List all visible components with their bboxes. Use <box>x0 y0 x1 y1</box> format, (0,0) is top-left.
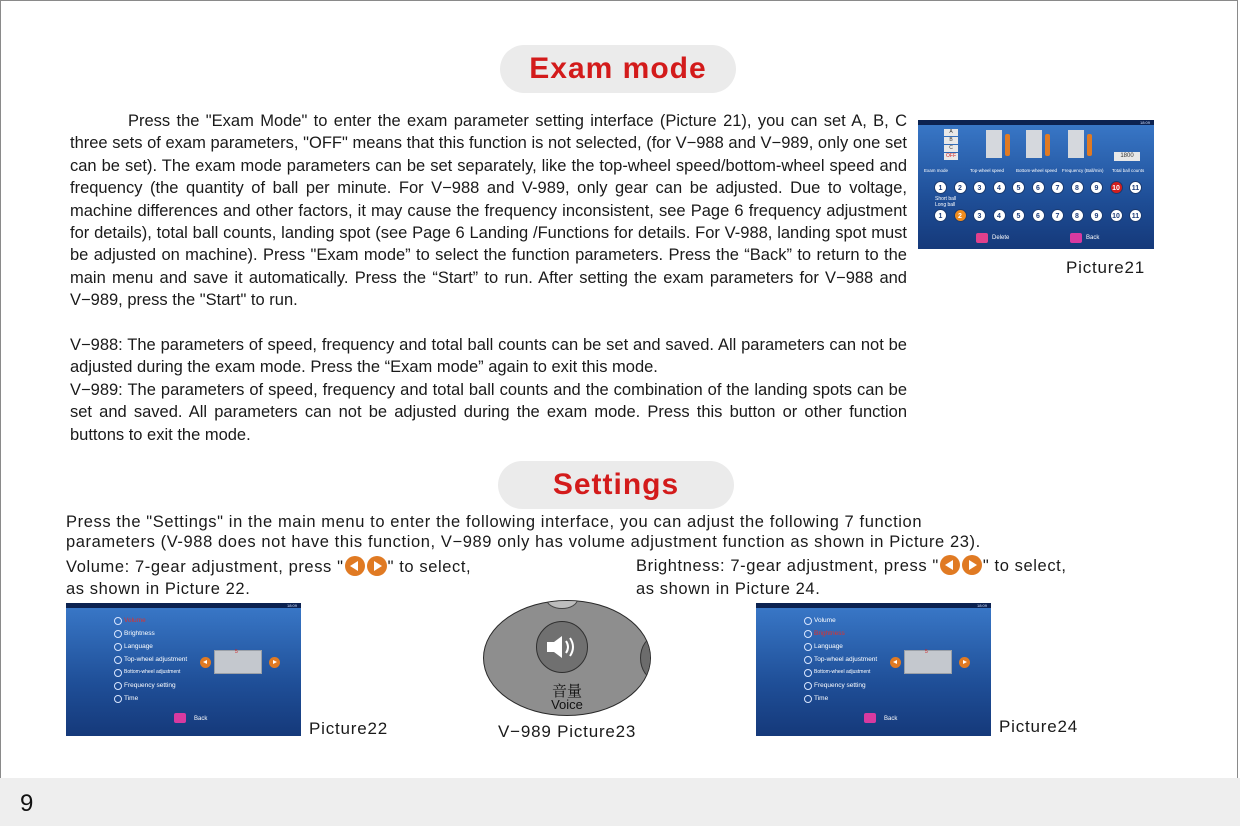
landing-spot-ball[interactable]: 10 <box>1110 209 1123 222</box>
left-arrow-icon <box>345 556 365 576</box>
adjacent-button-edge <box>640 636 651 680</box>
top-wheel-slider[interactable] <box>986 130 1002 158</box>
menu-item[interactable]: Bottom-wheel adjustment <box>814 669 871 675</box>
landing-spot-ball[interactable]: 3 <box>973 181 986 194</box>
v989-paragraph: V−989: The parameters of speed, frequency and total ball counts and the combination of the landing spots can be set and saved. All parameters can not be adjusted during the exam mode. Press this button or other function buttons to exit the mode. <box>70 381 907 444</box>
landing-spot-ball[interactable]: 9 <box>1090 209 1103 222</box>
menu-item[interactable]: Language <box>124 643 153 650</box>
right-arrow-icon <box>962 555 982 575</box>
landing-spot-ball[interactable]: 11 <box>1129 181 1142 194</box>
brightness-level-indicator <box>904 650 952 674</box>
brightness-text-b: " to select, <box>982 557 1067 575</box>
total-ball-count-field[interactable]: 1800 <box>1114 152 1140 161</box>
landing-spot-ball[interactable]: 2 <box>954 209 967 222</box>
level-value: 5 <box>235 649 238 655</box>
menu-item-icon <box>114 656 122 664</box>
brightness-settings-screen <box>756 603 991 736</box>
top-wheel-updown-icon[interactable] <box>1005 134 1010 156</box>
frequency-updown-icon[interactable] <box>1087 134 1092 156</box>
picture24-caption: Picture24 <box>999 717 1079 736</box>
brightness-description <box>636 555 1067 577</box>
back-label: Back <box>194 716 208 722</box>
landing-spot-ball[interactable]: 5 <box>1012 181 1025 194</box>
menu-item[interactable]: Volume <box>814 617 836 624</box>
volume-settings-screen <box>66 603 301 736</box>
voice-button[interactable] <box>536 621 588 673</box>
back-button[interactable] <box>864 713 900 725</box>
menu-item-icon <box>804 695 812 703</box>
label-exam-mode: Exam mode <box>924 168 949 173</box>
volume-description-line2: as shown in Picture 22. <box>66 580 251 598</box>
landing-spot-ball[interactable]: 5 <box>1012 209 1025 222</box>
set-b-option[interactable]: B <box>944 137 958 144</box>
settings-intro-line2: parameters (V-988 does not have this function, V−989 only has volume adjustment function as shown in Picture 23). <box>66 533 981 551</box>
back-label: Back <box>1086 235 1100 241</box>
volume-text-b: " to select, <box>387 558 472 576</box>
volume-text-a: Volume: 7-gear adjustment, press " <box>66 558 344 576</box>
frequency-slider[interactable] <box>1068 130 1084 158</box>
long-ball-row <box>934 209 1148 223</box>
set-a-option[interactable]: A <box>944 129 958 136</box>
menu-item-icon <box>114 695 122 703</box>
speaker-icon <box>543 632 583 662</box>
voice-label-cn: 音量 <box>551 682 582 700</box>
exam-mode-screen <box>918 120 1154 249</box>
menu-item[interactable]: Time <box>124 695 139 702</box>
delete-button[interactable] <box>976 232 1016 244</box>
menu-item-icon <box>804 669 812 677</box>
menu-item-icon <box>114 669 122 677</box>
picture23-caption: V−989 Picture23 <box>498 722 637 741</box>
landing-spot-ball[interactable]: 11 <box>1129 209 1142 222</box>
back-button[interactable] <box>1070 232 1106 244</box>
menu-item[interactable]: Time <box>814 695 829 702</box>
exam-set-list <box>944 129 958 160</box>
brightness-text-a: Brightness: 7-gear adjustment, press " <box>636 557 939 575</box>
menu-item-icon <box>114 630 122 638</box>
bottom-wheel-updown-icon[interactable] <box>1045 134 1050 156</box>
landing-spot-ball[interactable]: 4 <box>993 209 1006 222</box>
landing-spot-ball[interactable]: 6 <box>1032 209 1045 222</box>
top-notch <box>546 600 578 609</box>
decrease-button[interactable] <box>200 657 211 668</box>
back-arrow-icon <box>1070 233 1082 243</box>
screen-clock: 18:09 <box>286 603 297 608</box>
exam-mode-heading: Exam mode <box>500 45 736 93</box>
menu-item[interactable]: Language <box>814 643 843 650</box>
screen-clock: 18:09 <box>1139 120 1150 125</box>
delete-label: Delete <box>992 235 1010 241</box>
label-short-ball: Short ball <box>935 196 957 202</box>
landing-spot-ball[interactable]: 6 <box>1032 181 1045 194</box>
menu-item-icon <box>804 656 812 664</box>
label-total-ball-counts: Total ball counts <box>1112 168 1145 173</box>
menu-item[interactable]: Volume <box>124 617 146 624</box>
menu-item-icon <box>804 643 812 651</box>
back-arrow-icon <box>174 713 186 723</box>
picture21-caption: Picture21 <box>1066 258 1146 277</box>
menu-item-icon <box>804 617 812 625</box>
landing-spot-ball[interactable]: 7 <box>1051 209 1064 222</box>
picture22-caption: Picture22 <box>309 719 389 738</box>
menu-item[interactable]: Top-wheel adjustment <box>124 656 188 663</box>
menu-item-icon <box>804 682 812 690</box>
increase-button[interactable] <box>959 657 970 668</box>
v988-paragraph: V−988: The parameters of speed, frequency and total ball counts can be set and saved. All parameters can not be adjusted during the exam mode. Press the “Exam mode” again to exit this mode. <box>70 336 907 377</box>
menu-item-icon <box>114 617 122 625</box>
back-button[interactable] <box>174 713 210 725</box>
label-bottom-wheel-speed: Bottom-wheel speed <box>1016 168 1058 173</box>
settings-intro-line1: Press the "Settings" in the main menu to enter the following interface, you can adjust the following 7 function <box>66 513 923 531</box>
menu-item[interactable]: Bottom-wheel adjustment <box>124 669 181 675</box>
landing-spot-ball[interactable]: 8 <box>1071 181 1084 194</box>
screen-status-bar <box>918 120 1154 125</box>
landing-spot-ball[interactable]: 8 <box>1071 209 1084 222</box>
landing-spot-ball[interactable]: 2 <box>954 181 967 194</box>
menu-item[interactable]: Frequency setting <box>814 682 866 689</box>
landing-spot-ball[interactable]: 4 <box>993 181 1006 194</box>
page-number: 9 <box>20 790 34 817</box>
brightness-description-line2: as shown in Picture 24. <box>636 580 821 598</box>
landing-spot-ball[interactable]: 7 <box>1051 181 1064 194</box>
menu-item-icon <box>804 630 812 638</box>
menu-item[interactable]: Top-wheel adjustment <box>814 656 878 663</box>
bottom-wheel-slider[interactable] <box>1026 130 1042 158</box>
screen-status-bar <box>66 603 301 608</box>
menu-item-icon <box>114 643 122 651</box>
volume-level-indicator <box>214 650 262 674</box>
set-c-option[interactable]: C <box>944 145 958 152</box>
page-footer <box>0 778 1240 826</box>
screen-clock: 18:09 <box>976 603 987 608</box>
label-long-ball: Long ball <box>935 202 956 208</box>
right-arrow-icon <box>367 556 387 576</box>
screen-status-bar <box>756 603 991 608</box>
menu-item[interactable]: Brightness <box>124 630 155 637</box>
voice-label-en: Voice <box>551 697 583 712</box>
set-off-option[interactable]: OFF <box>946 153 956 159</box>
landing-spot-ball[interactable]: 9 <box>1090 181 1103 194</box>
menu-item[interactable]: Brightness <box>814 630 845 637</box>
level-value: 5 <box>925 649 928 655</box>
menu-item-icon <box>114 682 122 690</box>
menu-item[interactable]: Frequency setting <box>124 682 176 689</box>
label-frequency: Frequency (Ball/min) <box>1062 168 1104 173</box>
increase-button[interactable] <box>269 657 280 668</box>
settings-heading: Settings <box>498 461 734 509</box>
voice-button-photo <box>483 600 651 716</box>
decrease-button[interactable] <box>890 657 901 668</box>
landing-spot-ball[interactable]: 1 <box>934 209 947 222</box>
exam-intro-paragraph: Press the "Exam Mode" to enter the exam parameter setting interface (Picture 21), you can set A, B, C three sets of exam parameters, "OFF" means that this function is not selected, (for V−988 and V−989, only one set can be set). The exam mode parameters can be set separately, like the top-wheel speed/bottom-wheel speed and frequency (the quantity of ball per minute. For V−988 and V-989, only gear can be adjusted. Due to voltage, machine differences and other factors, it may cause the frequency inconsistent, see Page 6 frequency adjustment for details), total ball counts, landing spot (see Page 6 Landing /Functions for details. For V-988, landing spot must be adjusted on machine). Press "Exam mode” to select the function parameters. Press the “Back” to return to the main menu and save it automatically. Press the “Start” to run. After setting the exam parameters for V−988 and V−989, press the "Start" to run. <box>70 112 907 310</box>
landing-spot-ball[interactable]: 1 <box>934 181 947 194</box>
volume-description <box>66 556 471 578</box>
delete-icon <box>976 233 988 243</box>
label-top-wheel-speed: Top-wheel speed <box>970 168 1005 173</box>
short-ball-row <box>934 181 1148 195</box>
landing-spot-ball[interactable]: 10 <box>1110 181 1123 194</box>
back-label: Back <box>884 716 898 722</box>
landing-spot-ball[interactable]: 3 <box>973 209 986 222</box>
left-arrow-icon <box>940 555 960 575</box>
back-arrow-icon <box>864 713 876 723</box>
